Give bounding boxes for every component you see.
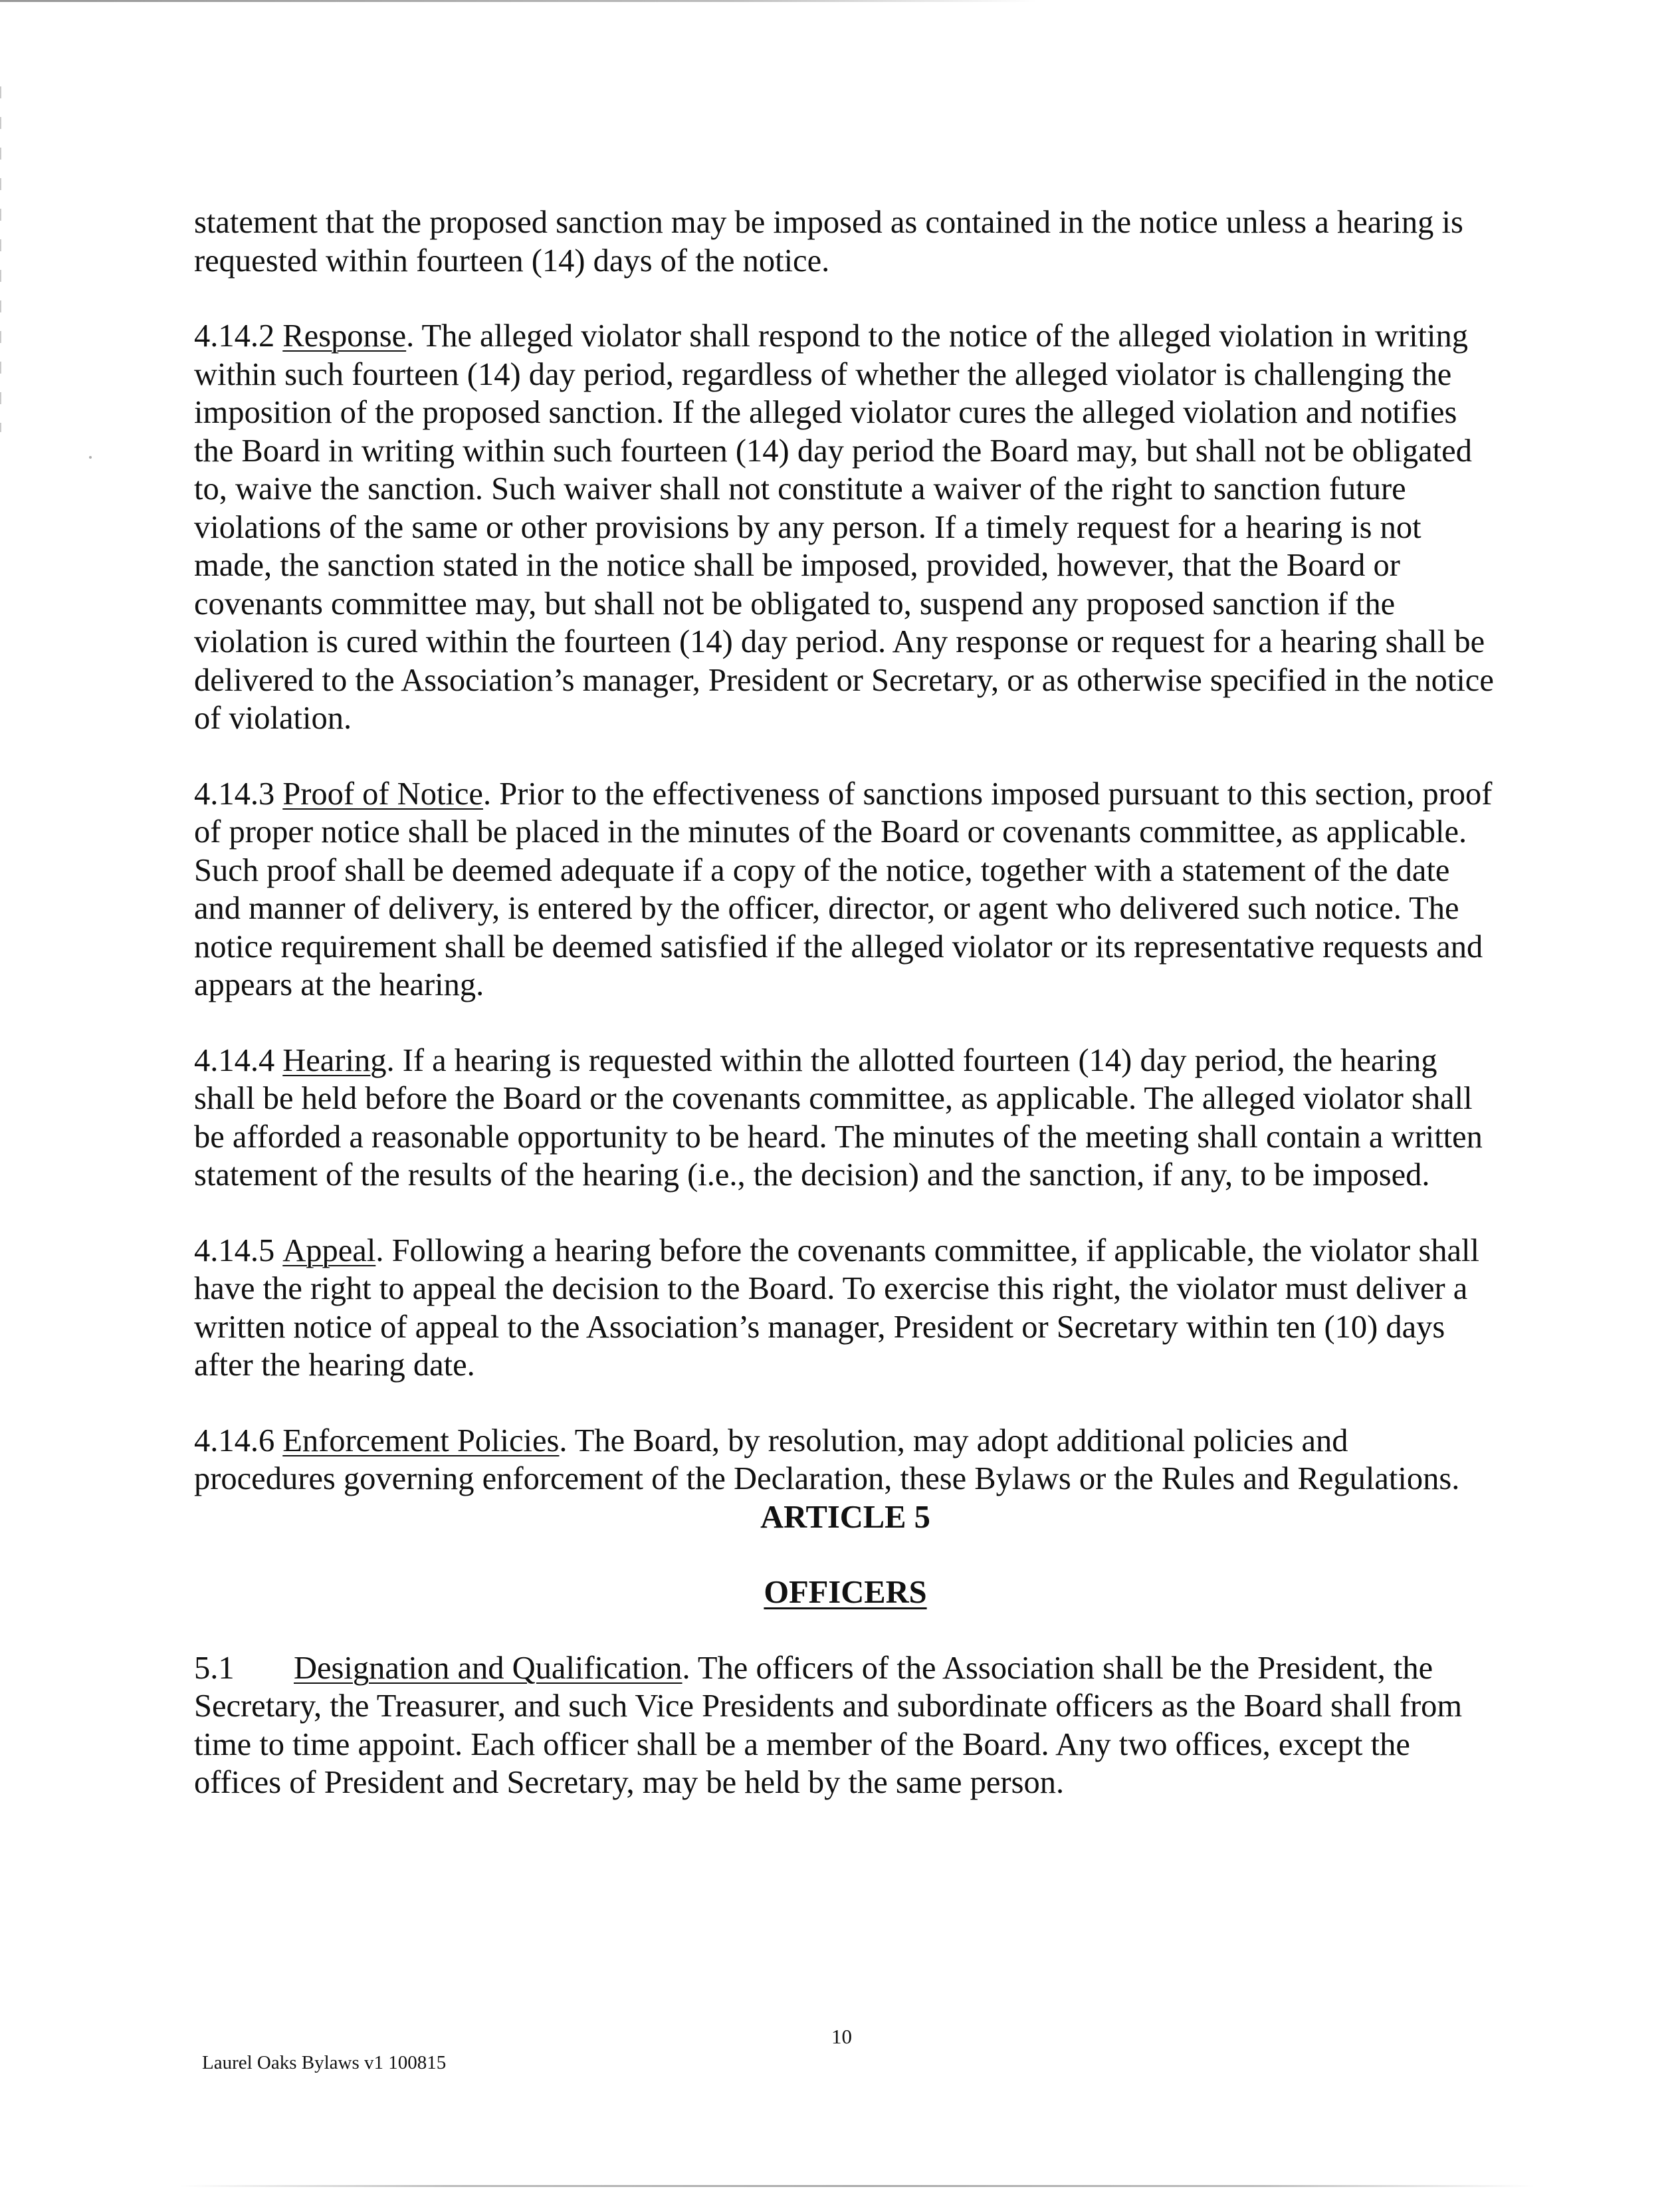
section-text: . If a hearing is requested within the allotted fourteen (14) day period, the hearing shall be held before the Board or the covenants committee, as applicable. The alleged violator shall be afforded a reasonable opportunity to be heard. The minutes of the meeting shall contain a written statement of the results of the hearing (i.e., the decision) and the sanction, if any, to be imposed.: [194, 1042, 1483, 1193]
scan-speck: [89, 456, 92, 459]
document-footer: Laurel Oaks Bylaws v1 100815: [202, 2052, 447, 2073]
section-number: 4.14.6: [194, 1423, 275, 1458]
section-text: . The Board, by resolution, may adopt additional policies and procedures governing enforcement of the Declaration, these Bylaws or the Rules and Regulations.: [194, 1423, 1460, 1496]
scan-edge-top: [0, 0, 1037, 2]
section-4-14-2: [194, 317, 1497, 738]
section-4-14-3: [194, 775, 1497, 1004]
section-text: . The officers of the Association shall be the President, the Secretary, the Treasurer, and such Vice Presidents and subordinate officers as the Board shall from time to time appoint. Each officer shall be a member of the Board. Any two offices, except the offices of President and Secretary, may be held by the same person.: [194, 1650, 1463, 1800]
section-text: . The alleged violator shall respond to the notice of the alleged violation in writing within such fourteen (14) day period, regardless of whether the alleged violator is challenging the imposition of the proposed sanction. If the alleged violator cures the alleged violation and notifies the Board in writing within such fourteen (14) day period the Board may, but shall not be obligated to, waive the sanction. Such waiver shall not constitute a waiver of the right to sanction future violations of the same or other provisions by any person. If a timely request for a hearing is not made, the sanction stated in the notice shall be imposed, provided, however, that the Board or covenants committee may, but shall not be obligated to, suspend any proposed sanction if the violation is cured within the fourteen (14) day period. Any response or request for a hearing shall be delivered to the Association’s manager, President or Secretary, or as otherwise specified in the notice of violation.: [194, 318, 1494, 736]
article-subheading-text: OFFICERS: [764, 1575, 927, 1610]
section-4-14-5: [194, 1232, 1497, 1385]
section-title: Hearing: [282, 1042, 387, 1078]
section-title: Appeal: [282, 1232, 376, 1268]
section-title: Response: [282, 318, 407, 354]
article-heading: ARTICLE 5: [760, 1499, 930, 1535]
section-4-14-6: [194, 1422, 1497, 1498]
scan-edge-left: [0, 86, 1, 432]
section-number: 4.14.3: [194, 776, 275, 812]
page-number: 10: [831, 2025, 852, 2048]
section-title: Proof of Notice: [282, 776, 483, 812]
article-subheading: [194, 1573, 1497, 1612]
section-5-1: [194, 1649, 1497, 1802]
section-4-14-4: [194, 1042, 1497, 1195]
section-text: . Prior to the effectiveness of sanctions imposed pursuant to this section, proof of proper notice shall be placed in the minutes of the Board or covenants committee, as applicable. Such proof shall be deemed adequate if a copy of the notice, together with a statement of the date and manner of delivery, is entered by the officer, director, or agent who delivered such notice. The notice requirement shall be deemed satisfied if the alleged violator or its representative requests and appears at the hearing.: [194, 776, 1493, 1002]
section-number: 5.1: [194, 1650, 235, 1686]
section-text: . Following a hearing before the covenants committee, if applicable, the violator shall have the right to appeal the decision to the Board. To exercise this right, the violator must deliver a written notice of appeal to the Association’s manager, President or Secretary within ten (10) days after the hearing date.: [194, 1232, 1479, 1383]
section-title: Enforcement Policies: [282, 1423, 560, 1458]
scan-edge-bottom: [179, 2185, 1535, 2187]
intro-paragraph: statement that the proposed sanction may be imposed as contained in the notice unless a hearing is requested within fourteen (14) days of the notice.: [194, 205, 1463, 279]
document-body: [194, 203, 1497, 1839]
section-number: 4.14.4: [194, 1042, 275, 1078]
section-number: 4.14.5: [194, 1232, 275, 1268]
section-number: 4.14.2: [194, 318, 275, 354]
section-title: Designation and Qualification: [294, 1650, 682, 1686]
